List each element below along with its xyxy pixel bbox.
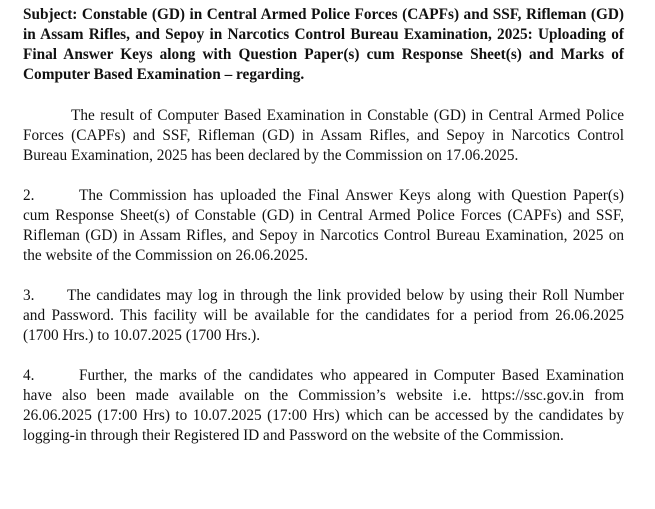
paragraph-text: The candidates may log in through the link provided below by using their Roll Number and Password. This facility will be available for the candidates for a period from 26.06.2025 (1700 Hrs.) to 10.07.2025 (1700 Hrs.).	[23, 287, 624, 344]
paragraph-number: 4.	[23, 367, 35, 384]
intro-paragraph: The result of Computer Based Examination in Constable (GD) in Central Armed Police Forces (CAPFs) and SSF, Rifleman (GD) in Assam Rifles, and Sepoy in Narcotics Control Bureau Examination, 2025 has been declared by the Commission on 17.06.2025.	[23, 107, 624, 164]
notice-document	[23, 5, 624, 446]
paragraph-2	[23, 186, 624, 266]
paragraph-number: 3.	[23, 287, 35, 304]
subject-heading: Subject: Constable (GD) in Central Armed Police Forces (CAPFs) and SSF, Rifleman (GD) in Assam Rifles, and Sepoy in Narcotics Control Bureau Examination, 2025: Uploading of Final Answer Keys along with Question Paper(s) cum Response Sheet(s) and Marks of Computer Based Examination – regarding.	[23, 6, 624, 83]
paragraph-number: 2.	[23, 187, 35, 204]
paragraph-3	[23, 286, 624, 346]
paragraph-text: The Commission has uploaded the Final Answer Keys along with Question Paper(s) cum Response Sheet(s) of Constable (GD) in Central Armed Police Forces (CAPFs) and SSF, Rifleman (GD) in Assam Rifles, and Sepoy in Narcotics Control Bureau Examination, 2025 on the website of the Commission on 26.06.2025.	[23, 187, 624, 264]
paragraph-text: Further, the marks of the candidates who appeared in Computer Based Examination have also been made available on the Commission’s website i.e. https://ssc.gov.in from 26.06.2025 (17:00 Hrs) to 10.07.2025 (17:00 Hrs) which can be accessed by the candidates by logging-in through their Registered ID and Password on the website of the Commission.	[23, 367, 624, 444]
paragraph-4	[23, 366, 624, 446]
